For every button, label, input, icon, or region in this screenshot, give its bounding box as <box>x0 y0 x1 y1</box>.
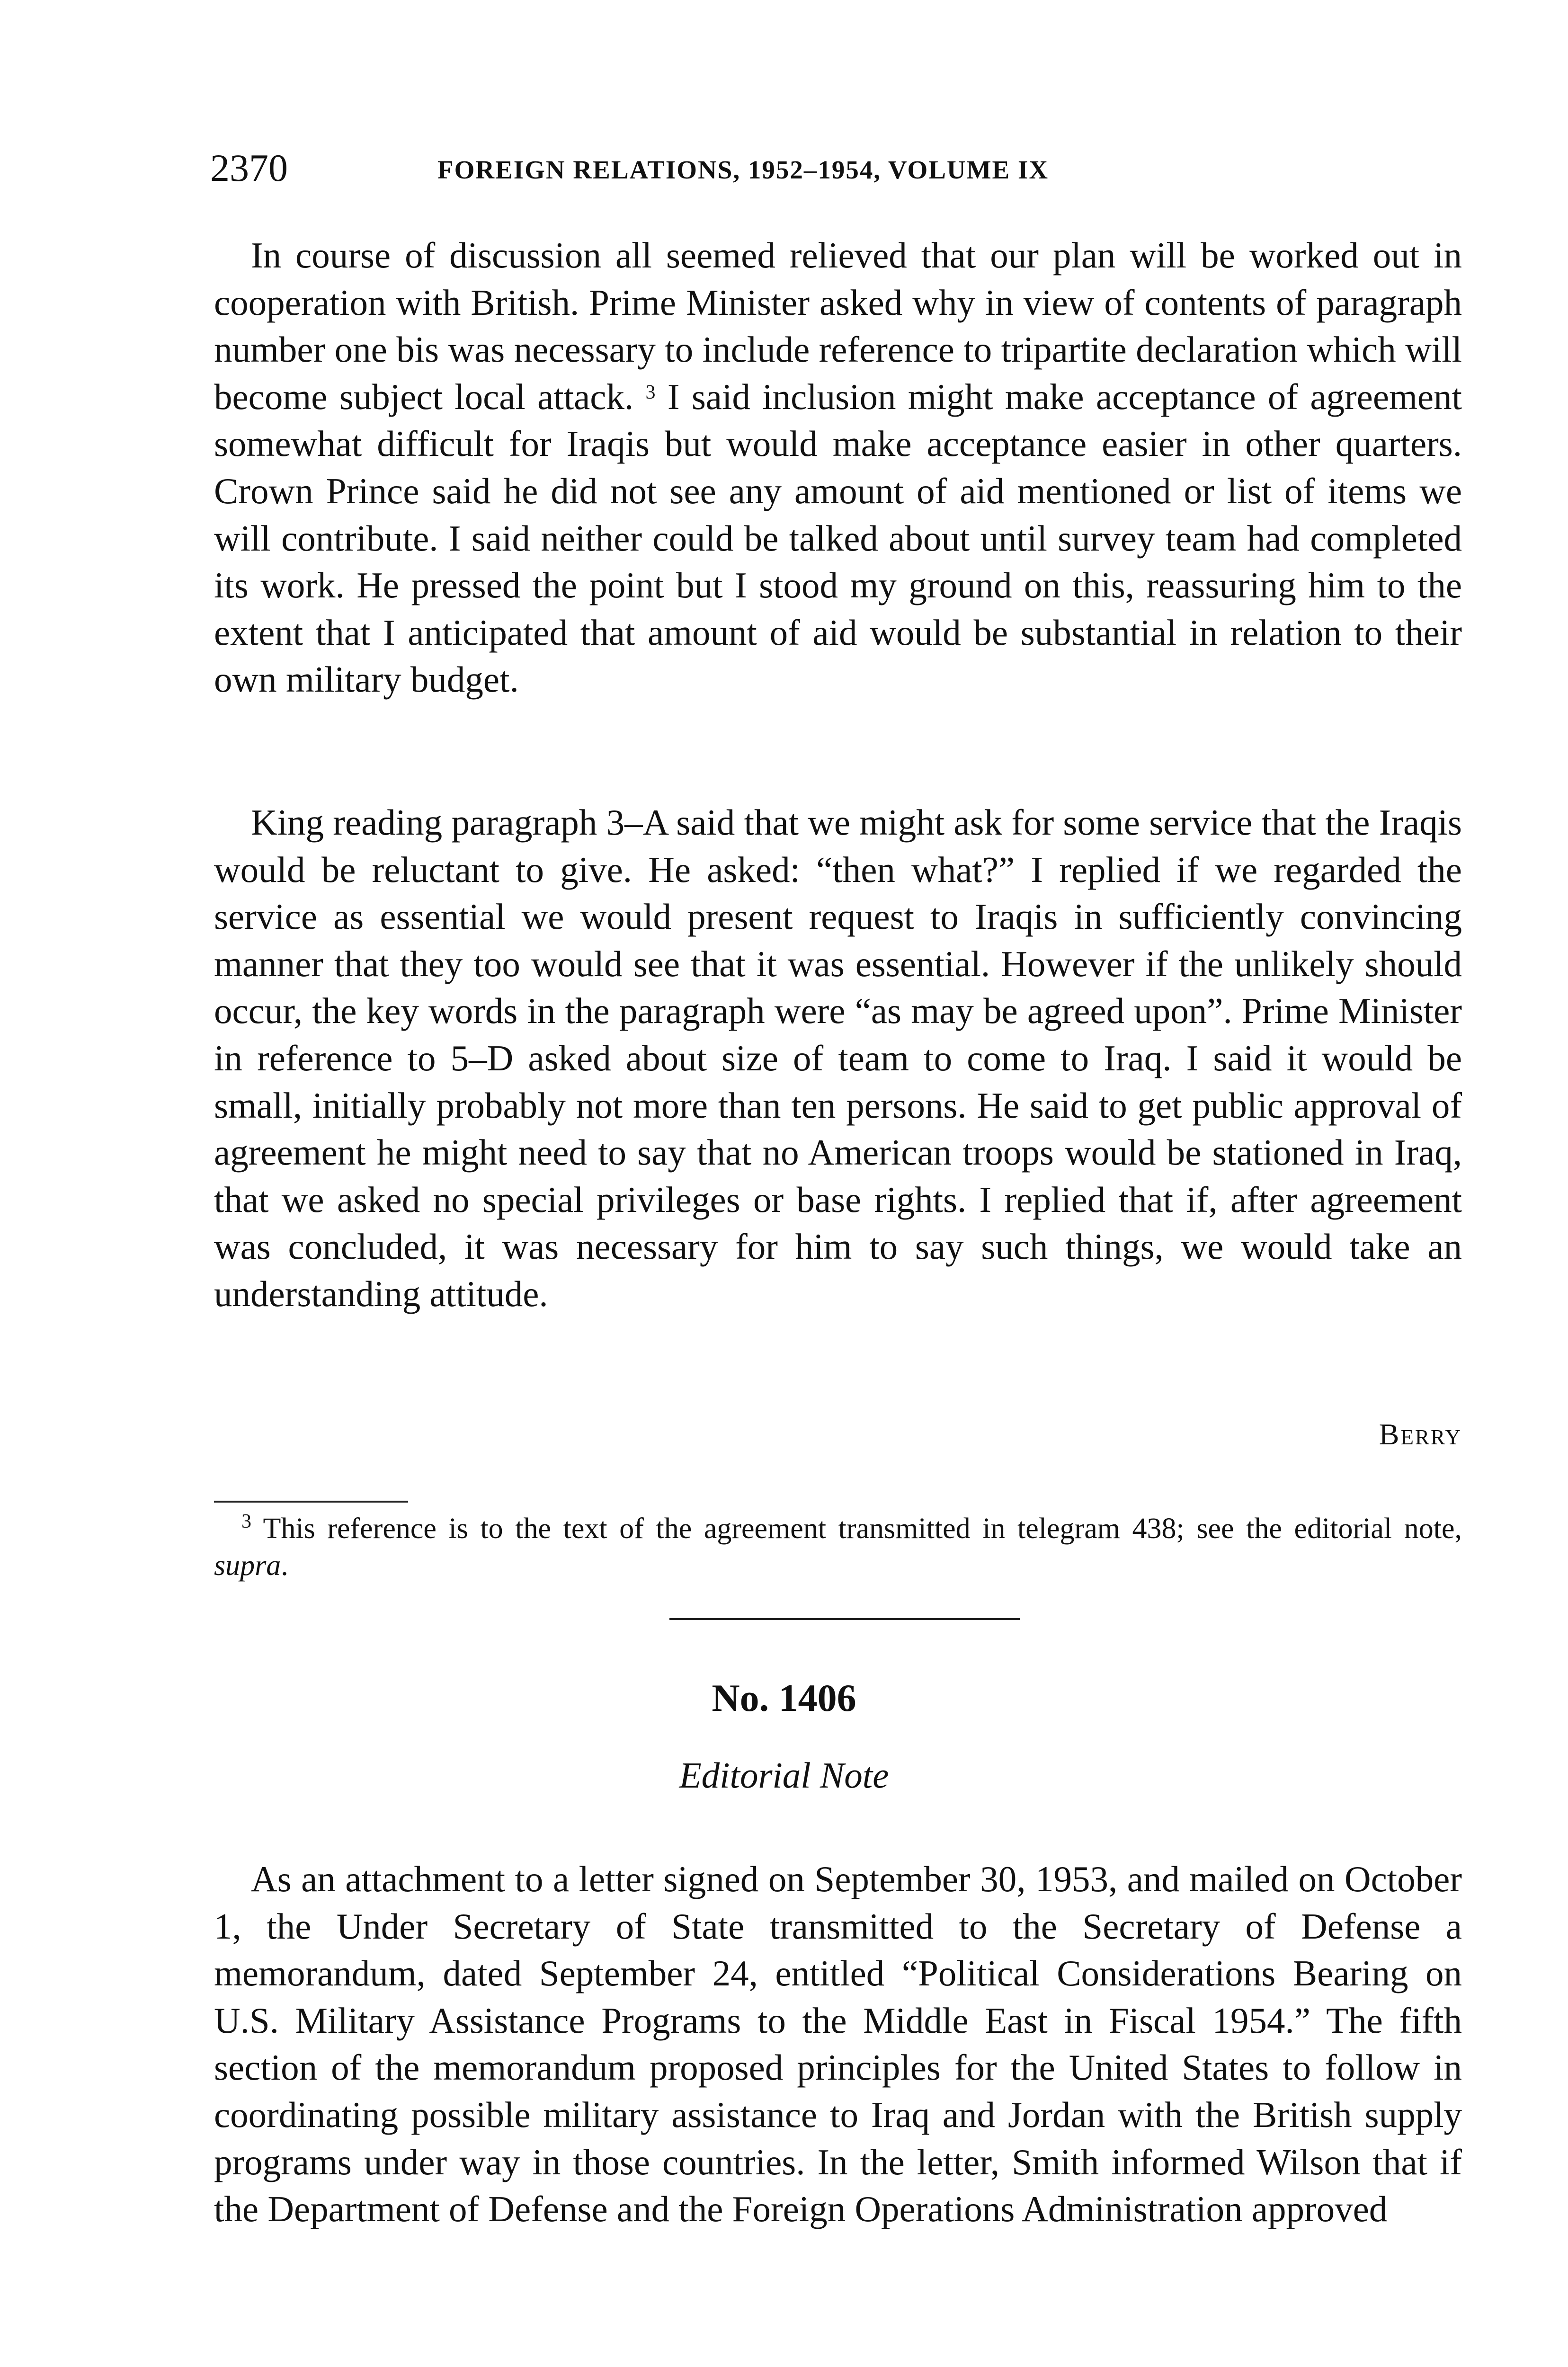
page-header <box>210 142 1460 194</box>
paragraph-discussion <box>214 232 1462 703</box>
paragraph-editorial: As an attachment to a letter signed on September 30, 1953, and mailed on October 1, the Under Secretary of State transmitted to the Secretary of Defense a memorandum, dated September 24, entitled “Political Considerations Bearing on U.S. Military Assistance Programs to the Middle East in Fiscal 1954.” The fifth section of the memorandum proposed principles for the United States to follow in coordinating possible military assistance to Iraq and Jordan with the British supply programs under way in those countries. In the letter, Smith informed Wilson that if the Department of Defense and the Foreign Operations Administration approved <box>214 1859 1462 2230</box>
signature: Berry <box>1379 1417 1462 1451</box>
footnote-end: . <box>281 1549 288 1582</box>
page-number: 2370 <box>210 146 288 189</box>
document-subtitle: Editorial Note <box>679 1755 889 1796</box>
footnote <box>214 1510 1462 1584</box>
document-number: No. 1406 <box>712 1676 856 1719</box>
footnote-italic: supra <box>214 1549 281 1582</box>
paragraph-king: King reading paragraph 3–A said that we might ask for some service that the Iraqis would be reluctant to give. He asked: “then what?” I replied if we regarded the service as essential we would present request to Iraqis in sufficiently convincing manner that they too would see that it was essential. However if the unlikely should occur, the key words in the paragraph were “as may be agreed upon”. Prime Minister in reference to 5–D asked about size of team to come to Iraq. I said it would be small, initially probably not more than ten persons. He said to get public approval of agreement he might need to say that no American troops would be stationed in Iraq, that we asked no special privileges or base rights. I replied that if, after agreement was concluded, it was necessary for him to say such things, we would take an understanding attitude. <box>214 802 1462 1314</box>
telegram-continuation-2 <box>214 799 1462 1318</box>
paragraph-text: I said inclusion might make acceptance of agreement somewhat difficult for Iraqis but would make acceptance easier in other quarters. Crown Prince said he did not see any amount of aid mentioned or list of items we will contribute. I said neither could be talked about until survey team had completed its work. He pressed the point but I stood my ground on this, reassuring him to the extent that I anticipated that amount of aid would be substantial in relation to their own military budget. <box>214 376 1462 700</box>
footnote-text: This reference is to the text of the agreement transmitted in telegram 438; see the editorial note, <box>263 1513 1462 1545</box>
footnote-marker: 3 <box>241 1511 251 1532</box>
footnote-divider <box>214 1501 408 1503</box>
footnote-reference: 3 <box>645 381 656 403</box>
running-title: FOREIGN RELATIONS, 1952–1954, VOLUME IX <box>437 155 1049 184</box>
editorial-note-body <box>214 1856 1462 2233</box>
paragraph-text: In course of discussion all seemed relieved that our plan will be worked out in cooperation with British. Prime Minister asked why in view of contents of paragraph number one bis was necessary to include reference to tripartite declaration which will become subject local attack. <box>214 235 1462 417</box>
section-divider <box>669 1618 1020 1620</box>
telegram-continuation <box>214 232 1462 703</box>
